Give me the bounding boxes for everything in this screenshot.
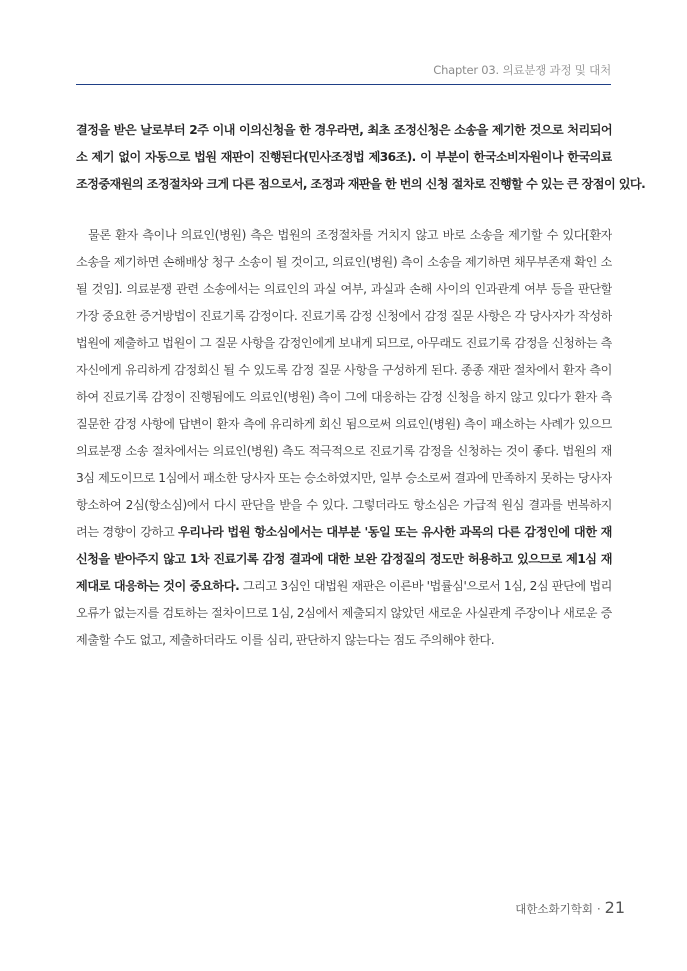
text-line: 3심 제도이므로 1심에서 패소한 당사자 또는 승소하였지만, 일부 승소로써 결과에 만족하지 못하는 당사자 (76, 471, 612, 485)
text-line: 자신에게 유리하게 감정회신 될 수 있도록 감정 질문 사항을 구성하게 된다. 종종 재판 절차에서 환자 측이 (76, 363, 612, 377)
text-line: 질문한 감정 사항에 답변이 환자 측에 유리하게 회신 됨으로써 의료인(병원) 측이 패소하는 사례가 있으므 (76, 417, 612, 431)
text-line: 소송을 제기하면 손해배상 청구 소송이 될 것이고, 의료인(병원) 측이 소송을 제기하면 채무부존재 확인 소 (76, 255, 612, 269)
text-run: 그리고 3심인 대법원 재판은 이른바 '법률심'으로서 1심, 2심 판단에 법리 (242, 579, 612, 593)
paragraph-spacer (76, 198, 612, 222)
page-number: 21 (604, 898, 625, 917)
society-name: 대한소화기학회 (515, 902, 593, 916)
paragraph-1 (76, 117, 646, 198)
text-line: 신청을 받아주지 않고 1차 진료기록 감정 결과에 대한 보완 감정질의 정도만 허용하고 있으므로 제1심 재 (76, 552, 612, 566)
footer-separator: · (596, 902, 601, 916)
text-line (76, 519, 612, 546)
text-line: 의료분쟁 소송 절차에서는 의료인(병원) 측도 적극적으로 진료기록 감정을 신청하는 것이 좋다. 법원의 재 (76, 444, 612, 458)
text-line: 물론 환자 측이나 의료인(병원) 측은 법원의 조정절차를 거치지 않고 바로 소송을 제기할 수 있다[환자 (88, 228, 612, 242)
emphasis-text: 우리나라 법원 항소심에서는 대부분 '동일 또는 유사한 과목의 다른 감정인에 대한 재 (177, 525, 612, 539)
text-run: 려는 경향이 강하고 (76, 525, 178, 539)
text-line: 하여 진료기록 감정이 진행됨에도 의료인(병원) 측이 그에 대응하는 감정 신청을 하지 않고 있다가 환자 측 (76, 390, 612, 404)
text-line: 법원에 제출하고 법원이 그 질문 사항을 감정인에게 보내게 되므로, 아무래도 진료기록 감정을 신청하는 측 (76, 336, 612, 350)
text-line: 가장 중요한 증거방법이 진료기록 감정이다. 진료기록 감정 신청에서 감정 질문 사항은 각 당사자가 작성하 (76, 309, 612, 323)
header-rule (76, 84, 611, 85)
text-line: 항소하여 2심(항소심)에서 다시 판단을 받을 수 있다. 그렇더라도 항소심은 가급적 원심 결과를 번복하지 (76, 498, 612, 512)
text-line: 결정을 받은 날로부터 2주 이내 이의신청을 한 경우라면, 최초 조정신청은 소송을 제기한 것으로 처리되어 (76, 123, 612, 137)
emphasis-text: 제대로 대응하는 것이 중요하다. (76, 579, 240, 593)
text-line: 될 것임]. 의료분쟁 관련 소송에서는 의료인의 과실 여부, 과실과 손해 사이의 인과관계 여부 등을 판단할 (76, 282, 612, 296)
text-line: 제출할 수도 없고, 제출하더라도 이를 심리, 판단하지 않는다는 점도 주의해야 한다. (76, 633, 495, 647)
text-line (76, 573, 612, 600)
text-line: 조정중재원의 조정절차와 크게 다른 점으로서, 조정과 재판을 한 번의 신청 절차로 진행할 수 있는 큰 장점이 있다. (76, 177, 646, 191)
page-footer (515, 898, 625, 917)
page-header (0, 0, 687, 90)
text-line: 소 제기 없이 자동으로 법원 재판이 진행된다(민사조정법 제36조). 이 부분이 한국소비자원이나 한국의료 (76, 150, 612, 164)
chapter-title: Chapter 03. 의료분쟁 과정 및 대처 (433, 63, 611, 77)
document-body (76, 117, 646, 654)
text-line: 오류가 없는지를 검토하는 절차이므로 1심, 2심에서 제출되지 않았던 새로운 사실관계 주장이나 새로운 증 (76, 606, 612, 620)
paragraph-2 (76, 222, 612, 654)
